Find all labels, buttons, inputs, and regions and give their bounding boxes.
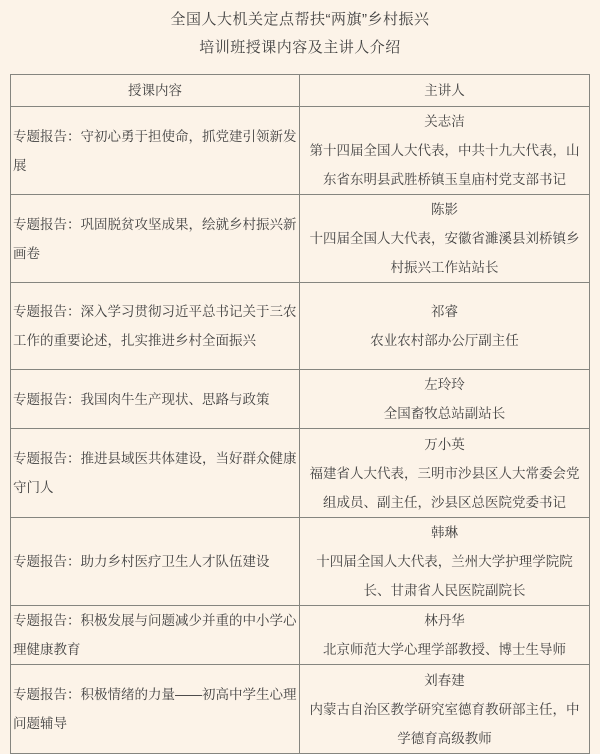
table-row [11,370,590,429]
speaker-name: 左玲玲 [424,377,465,392]
doc-title-line1: 全国人大机关定点帮扶“两旗”乡村振兴 [170,11,430,28]
doc-title-line2: 培训班授课内容及主讲人介绍 [199,39,401,56]
speaker-cell [300,665,590,754]
speaker-description: 十四届全国人大代表，兰州大学护理学院院长、甘肃省人民医院副院长 [316,554,573,598]
table-row [11,107,590,195]
speaker-name: 林丹华 [424,613,465,628]
topic-cell: 专题报告：我国肉牛生产现状、思路与政策 [11,370,300,429]
speaker-description: 北京师范大学心理学部教授、博士生导师 [323,642,566,657]
topic-cell: 专题报告：巩固脱贫攻坚成果，绘就乡村振兴新画卷 [11,195,300,283]
table-row [11,283,590,370]
table-row [11,665,590,754]
header-course-content: 授课内容 [11,75,300,107]
table-row [11,195,590,283]
topic-cell: 专题报告：助力乡村医疗卫生人才队伍建设 [11,518,300,606]
table-row [11,606,590,665]
speaker-cell [300,370,590,429]
speaker-name: 万小英 [424,436,465,452]
speaker-name: 祁睿 [431,304,458,319]
speaker-cell [300,518,590,606]
table-row [11,518,590,606]
topic-cell: 专题报告：深入学习贯彻习近平总书记关于三农工作的重要论述，扎实推进乡村全面振兴 [11,283,300,370]
topic-cell: 专题报告：守初心勇于担使命，抓党建引领新发展 [11,107,300,195]
topic-cell: 专题报告：积极情绪的力量——初高中学生心理问题辅导 [11,665,300,754]
header-speaker: 主讲人 [300,75,590,107]
speaker-name: 韩琳 [431,525,458,540]
speaker-cell [300,195,590,283]
speaker-cell [300,283,590,370]
course-schedule-table [10,74,590,754]
topic-cell: 专题报告：推进县域医共体建设，当好群众健康守门人 [11,429,300,518]
speaker-description: 农业农村部办公厅副主任 [370,333,519,348]
speaker-description: 第十四届全国人大代表，中共十九大代表，山东省东明县武胜桥镇玉皇庙村党支部书记 [309,143,580,187]
speaker-description: 福建省人大代表，三明市沙县区人大常委会党组成员、副主任，沙县区总医院党委书记 [309,465,580,510]
speaker-cell [300,606,590,665]
topic-cell: 专题报告：积极发展与问题减少并重的中小学心理健康教育 [11,606,300,665]
table-row [11,429,590,518]
speaker-description: 十四届全国人大代表，安徽省濉溪县刘桥镇乡村振兴工作站站长 [309,231,580,275]
table-header-row [11,75,590,107]
speaker-name: 刘春建 [424,672,465,688]
speaker-description: 内蒙古自治区教学研究室德育教研部主任，中学德育高级教师 [309,701,580,746]
speaker-name: 关志洁 [424,114,465,129]
speaker-name: 陈影 [431,202,458,217]
speaker-cell [300,429,590,518]
speaker-description: 全国畜牧总站副站长 [383,406,506,421]
speaker-cell [300,107,590,195]
